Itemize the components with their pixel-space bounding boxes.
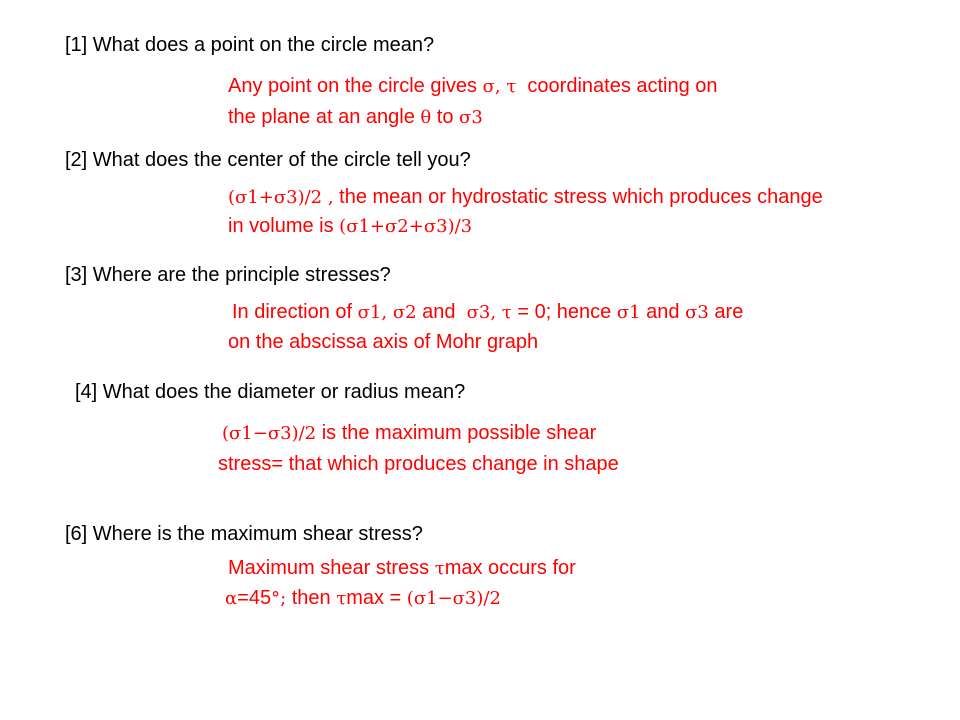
- answer-text: = 0; hence: [517, 301, 612, 323]
- answer-3-line-2: on the abscissa axis of Mohr graph: [228, 331, 539, 353]
- answer-3-line-1: [232, 300, 743, 325]
- sigma1-symbol: σ1: [616, 302, 641, 323]
- sigma3-tau-symbols: σ3, τ: [466, 302, 512, 323]
- sigma1-sigma2-symbols: σ1, σ2: [357, 302, 417, 323]
- answer-text: Maximum shear stress: [228, 557, 430, 579]
- answer-text: then: [291, 587, 331, 609]
- tau-symbol: τ: [434, 558, 445, 579]
- answer-text: the plane at an angle: [228, 106, 415, 128]
- question-1: [1] What does a point on the circle mean?: [65, 34, 435, 56]
- answer-1-line-1: [228, 74, 718, 99]
- alpha-symbol: α: [225, 588, 238, 609]
- answer-text: coordinates acting on: [527, 75, 718, 97]
- answer-2-line-2: [228, 214, 472, 239]
- answer-text: and: [646, 301, 680, 323]
- sigma-tau-symbols: σ, τ: [482, 76, 517, 97]
- answer-text: in volume is: [228, 215, 334, 237]
- answer-text: max =: [346, 587, 402, 609]
- question-6: [6] Where is the maximum shear stress?: [65, 523, 423, 545]
- sigma3-symbol: σ3: [685, 302, 709, 323]
- question-2: [2] What does the center of the circle tell you?: [65, 149, 471, 171]
- answer-1-line-2: [228, 105, 483, 130]
- tau-symbol: τ: [336, 588, 347, 609]
- answer-2-line-1: [228, 185, 823, 210]
- question-3: [3] Where are the principle stresses?: [65, 264, 391, 286]
- degree-symbol: °;: [271, 588, 287, 609]
- answer-6-line-1: [228, 556, 576, 581]
- answer-text: are: [714, 301, 744, 323]
- hydrostatic-formula: (σ1+σ2+σ3)/3: [339, 216, 473, 237]
- answer-4-line-1: [222, 421, 596, 446]
- answer-text: and: [422, 301, 456, 323]
- answer-text: to: [436, 106, 454, 128]
- center-formula: (σ1+σ3)/2 ,: [228, 187, 334, 208]
- sigma3-symbol: σ3: [459, 107, 483, 128]
- answer-text: =45: [237, 587, 272, 609]
- answer-text: the mean or hydrostatic stress which produces change: [339, 186, 823, 208]
- answer-text: is the maximum possible shear: [321, 422, 597, 444]
- answer-4-line-2: stress= that which produces change in shape: [218, 453, 619, 475]
- max-shear-formula: (σ1−σ3)/2: [406, 588, 501, 609]
- answer-text: In direction of: [232, 301, 353, 323]
- radius-formula: (σ1−σ3)/2: [222, 423, 317, 444]
- answer-text: Any point on the circle gives: [228, 75, 478, 97]
- answer-text: max occurs for: [444, 557, 576, 579]
- question-4: [4] What does the diameter or radius mean?: [75, 381, 466, 403]
- answer-6-line-2: [225, 586, 501, 611]
- theta-symbol: θ: [420, 107, 432, 128]
